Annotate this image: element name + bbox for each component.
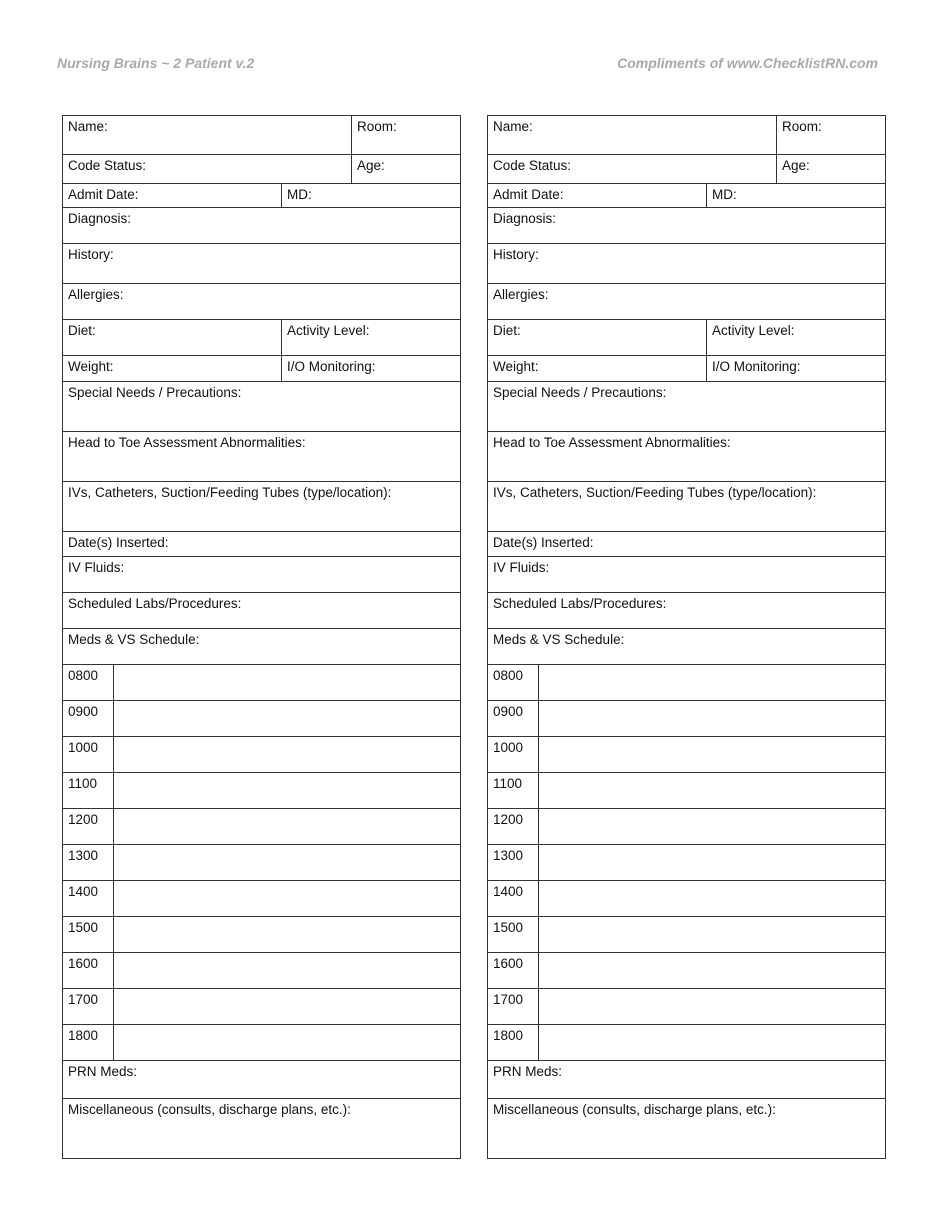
room-field[interactable]: Room: xyxy=(351,116,460,154)
schedule-row xyxy=(63,736,460,772)
time-label: 1700 xyxy=(68,992,99,1007)
time-label: 1300 xyxy=(68,848,99,863)
prn-meds-row xyxy=(63,1060,460,1098)
prn-meds-row xyxy=(488,1060,885,1098)
time-label: 0800 xyxy=(493,668,524,683)
time-label: 0900 xyxy=(493,704,524,719)
history-field[interactable]: History: xyxy=(68,247,114,262)
meds-vs-heading: Meds & VS Schedule: xyxy=(493,632,625,647)
schedule-entry[interactable] xyxy=(113,917,460,952)
schedule-row xyxy=(63,808,460,844)
time-label: 1100 xyxy=(493,776,523,791)
meds-vs-row xyxy=(488,628,885,664)
admit-date-field[interactable]: Admit Date: xyxy=(68,187,139,202)
weight-row xyxy=(63,355,460,381)
scheduled-labs-row xyxy=(63,592,460,628)
dates-inserted-row xyxy=(488,531,885,556)
schedule-row xyxy=(63,700,460,736)
miscellaneous-row xyxy=(63,1098,460,1158)
prn-meds-field[interactable]: PRN Meds: xyxy=(68,1064,138,1079)
special-needs-field[interactable]: Special Needs / Precautions: xyxy=(493,385,667,400)
diet-field[interactable]: Diet: xyxy=(493,323,521,338)
dates-inserted-field[interactable]: Date(s) Inserted: xyxy=(493,535,594,550)
allergies-row xyxy=(63,283,460,319)
lines-tubes-row xyxy=(63,481,460,531)
miscellaneous-field[interactable]: Miscellaneous (consults, discharge plans, etc.): xyxy=(493,1102,776,1117)
prn-meds-field[interactable]: PRN Meds: xyxy=(493,1064,563,1079)
head-to-toe-field[interactable]: Head to Toe Assessment Abnormalities: xyxy=(493,435,731,450)
code-status-row xyxy=(63,154,460,183)
admit-row xyxy=(63,183,460,207)
schedule-entry[interactable] xyxy=(113,953,460,988)
schedule-row xyxy=(488,880,885,916)
schedule-entry[interactable] xyxy=(538,809,885,844)
time-label: 1300 xyxy=(493,848,524,863)
schedule-row xyxy=(488,988,885,1024)
scheduled-labs-field[interactable]: Scheduled Labs/Procedures: xyxy=(493,596,667,611)
time-label: 0800 xyxy=(68,668,99,683)
special-needs-field[interactable]: Special Needs / Precautions: xyxy=(68,385,242,400)
schedule-row xyxy=(63,664,460,700)
schedule-row xyxy=(63,1024,460,1060)
schedule-entry[interactable] xyxy=(113,737,460,772)
time-label: 1800 xyxy=(493,1028,524,1043)
schedule-row xyxy=(488,736,885,772)
scheduled-labs-row xyxy=(488,592,885,628)
schedule-row xyxy=(488,952,885,988)
history-field[interactable]: History: xyxy=(493,247,539,262)
diagnosis-field[interactable]: Diagnosis: xyxy=(68,211,132,226)
weight-row xyxy=(488,355,885,381)
schedule-row xyxy=(488,844,885,880)
history-row xyxy=(488,243,885,283)
age-field[interactable]: Age: xyxy=(776,155,885,183)
schedule-entry[interactable] xyxy=(538,1025,885,1060)
schedule-row xyxy=(63,916,460,952)
time-label: 1400 xyxy=(493,884,524,899)
io-monitoring-field[interactable]: I/O Monitoring: xyxy=(281,356,460,381)
schedule-entry[interactable] xyxy=(113,665,460,700)
name-field[interactable]: Name: xyxy=(493,119,533,134)
time-label: 1500 xyxy=(493,920,524,935)
diet-field[interactable]: Diet: xyxy=(68,323,96,338)
schedule-entry[interactable] xyxy=(538,773,885,808)
admit-row xyxy=(488,183,885,207)
weight-field[interactable]: Weight: xyxy=(68,359,114,374)
schedule-entry[interactable] xyxy=(113,845,460,880)
schedule-entry[interactable] xyxy=(538,917,885,952)
code-status-field[interactable]: Code Status: xyxy=(493,158,572,173)
schedule-entry[interactable] xyxy=(113,881,460,916)
md-field[interactable]: MD: xyxy=(281,184,460,207)
allergies-row xyxy=(488,283,885,319)
schedule-entry[interactable] xyxy=(538,737,885,772)
schedule-row xyxy=(63,988,460,1024)
iv-fluids-field[interactable]: IV Fluids: xyxy=(493,560,550,575)
schedule-entry[interactable] xyxy=(113,809,460,844)
head-to-toe-row xyxy=(488,431,885,481)
time-label: 1200 xyxy=(68,812,99,827)
schedule-entry[interactable] xyxy=(113,701,460,736)
lines-tubes-row xyxy=(488,481,885,531)
dates-inserted-field[interactable]: Date(s) Inserted: xyxy=(68,535,169,550)
schedule-row xyxy=(488,772,885,808)
schedule-entry[interactable] xyxy=(538,665,885,700)
code-status-row xyxy=(488,154,885,183)
lines-tubes-field[interactable]: IVs, Catheters, Suction/Feeding Tubes (type/location): xyxy=(68,485,392,500)
schedule-row xyxy=(488,916,885,952)
schedule-entry[interactable] xyxy=(113,1025,460,1060)
schedule-row xyxy=(488,1024,885,1060)
time-label: 0900 xyxy=(68,704,99,719)
time-label: 1400 xyxy=(68,884,99,899)
allergies-field[interactable]: Allergies: xyxy=(68,287,124,302)
name-row xyxy=(488,116,885,154)
head-to-toe-row xyxy=(63,431,460,481)
document-title: Nursing Brains ~ 2 Patient v.2 xyxy=(57,55,255,71)
diagnosis-row xyxy=(488,207,885,243)
patient-sheet-2 xyxy=(487,115,886,1159)
diagnosis-row xyxy=(63,207,460,243)
time-label: 1600 xyxy=(493,956,524,971)
time-label: 1100 xyxy=(68,776,98,791)
miscellaneous-row xyxy=(488,1098,885,1158)
time-label: 1200 xyxy=(493,812,524,827)
schedule-entry[interactable] xyxy=(538,701,885,736)
diagnosis-field[interactable]: Diagnosis: xyxy=(493,211,557,226)
diet-row xyxy=(63,319,460,355)
time-label: 1500 xyxy=(68,920,99,935)
schedule-entry[interactable] xyxy=(538,845,885,880)
io-monitoring-field[interactable]: I/O Monitoring: xyxy=(706,356,885,381)
time-label: 1700 xyxy=(493,992,524,1007)
code-status-field[interactable]: Code Status: xyxy=(68,158,147,173)
time-label: 1800 xyxy=(68,1028,99,1043)
schedule-row xyxy=(63,772,460,808)
special-needs-row xyxy=(488,381,885,431)
iv-fluids-field[interactable]: IV Fluids: xyxy=(68,560,125,575)
name-row xyxy=(63,116,460,154)
schedule-entry[interactable] xyxy=(113,989,460,1024)
activity-level-field[interactable]: Activity Level: xyxy=(281,320,460,355)
time-label: 1000 xyxy=(68,740,99,755)
schedule-row xyxy=(488,808,885,844)
scheduled-labs-field[interactable]: Scheduled Labs/Procedures: xyxy=(68,596,242,611)
schedule-entry[interactable] xyxy=(538,953,885,988)
time-label: 1600 xyxy=(68,956,99,971)
iv-fluids-row xyxy=(488,556,885,592)
name-field[interactable]: Name: xyxy=(68,119,108,134)
schedule-row xyxy=(63,952,460,988)
miscellaneous-field[interactable]: Miscellaneous (consults, discharge plans, etc.): xyxy=(68,1102,351,1117)
weight-field[interactable]: Weight: xyxy=(493,359,539,374)
md-field[interactable]: MD: xyxy=(706,184,885,207)
credit-line: Compliments of www.ChecklistRN.com xyxy=(617,55,878,71)
activity-level-field[interactable]: Activity Level: xyxy=(706,320,885,355)
allergies-field[interactable]: Allergies: xyxy=(493,287,549,302)
meds-vs-heading: Meds & VS Schedule: xyxy=(68,632,200,647)
time-label: 1000 xyxy=(493,740,524,755)
patient-sheet-1 xyxy=(62,115,461,1159)
lines-tubes-field[interactable]: IVs, Catheters, Suction/Feeding Tubes (type/location): xyxy=(493,485,817,500)
schedule-entry[interactable] xyxy=(538,881,885,916)
schedule-row xyxy=(488,700,885,736)
schedule-entry[interactable] xyxy=(113,773,460,808)
schedule-row xyxy=(63,880,460,916)
schedule-row xyxy=(63,844,460,880)
history-row xyxy=(63,243,460,283)
age-field[interactable]: Age: xyxy=(351,155,460,183)
schedule-entry[interactable] xyxy=(538,989,885,1024)
admit-date-field[interactable]: Admit Date: xyxy=(493,187,564,202)
meds-vs-row xyxy=(63,628,460,664)
head-to-toe-field[interactable]: Head to Toe Assessment Abnormalities: xyxy=(68,435,306,450)
schedule-row xyxy=(488,664,885,700)
iv-fluids-row xyxy=(63,556,460,592)
dates-inserted-row xyxy=(63,531,460,556)
special-needs-row xyxy=(63,381,460,431)
diet-row xyxy=(488,319,885,355)
room-field[interactable]: Room: xyxy=(776,116,885,154)
